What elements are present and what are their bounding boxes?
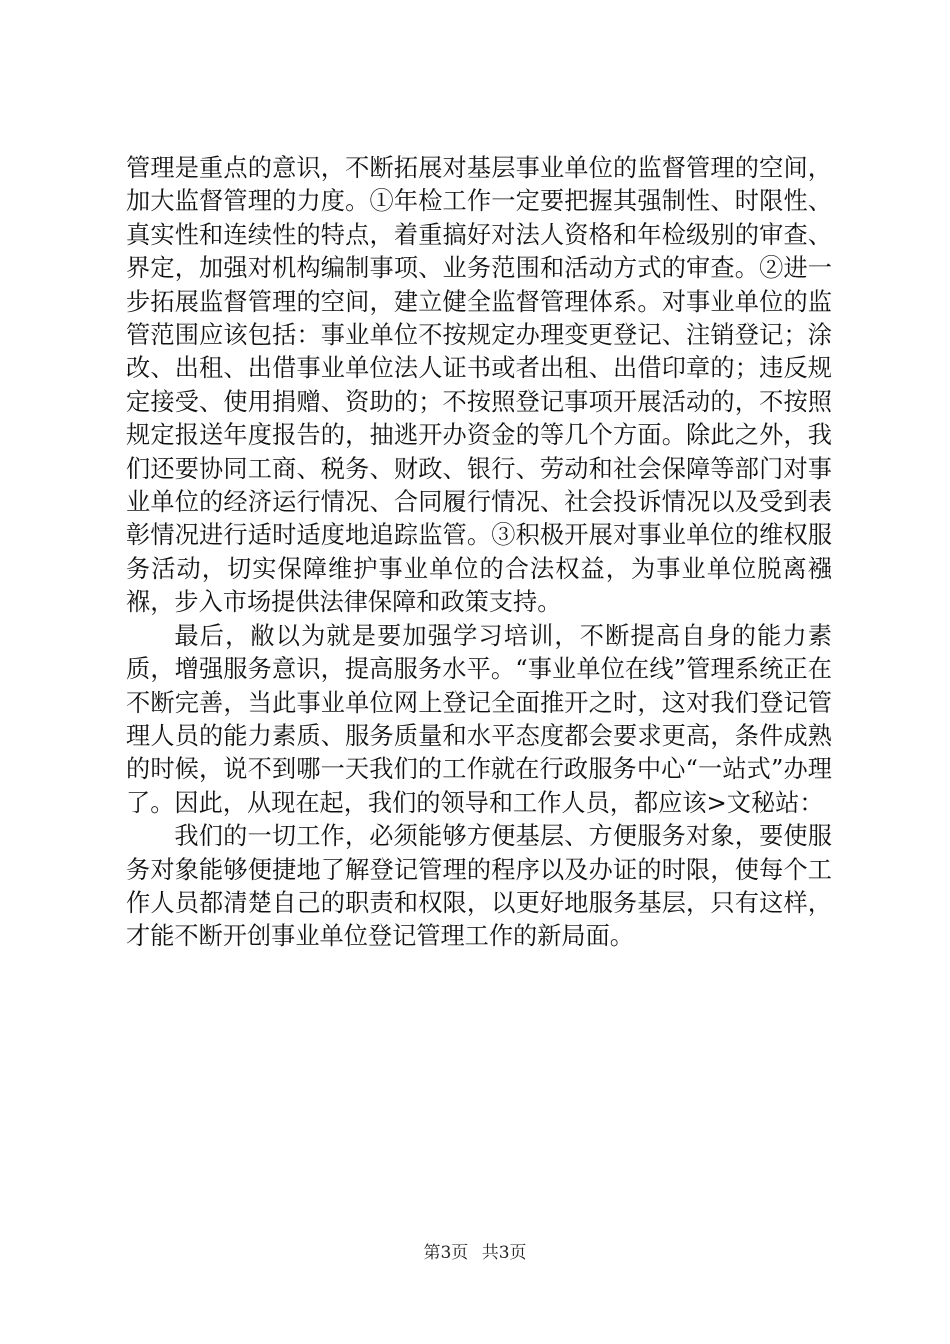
document-body: [126, 152, 832, 954]
paragraph-conclusion: 我们的一切工作，必须能够方便基层、方便服务对象，要使服务对象能够便捷地了解登记管理的程序以及办证的时限，使每个工作人员都清楚自己的职责和权限，以更好地服务基层，只有这样，才能不断开创事业单位登记管理工作的新局面。: [126, 822, 832, 951]
page-footer: [0, 1242, 950, 1264]
page-number: 第3页: [423, 1243, 469, 1263]
paragraph-oversight: 管理是重点的意识，不断拓展对基层事业单位的监督管理的空间，加大监督管理的力度。①年检工作一定要把握其强制性、时限性、真实性和连续性的特点，着重搞好对法人资格和年检级别的审查、界定，加强对机构编制事项、业务范围和活动方式的审查。②进一步拓展监督管理的空间，建立健全监督管理体系。对事业单位的监管范围应该包括：事业单位不按规定办理变更登记、注销登记；涂改、出租、出借事业单位法人证书或者出租、出借印章的；违反规定接受、使用捐赠、资助的；不按照登记事项开展活动的，不按照规定报送年度报告的，抽逃开办资金的等几个方面。除此之外，我们还要协同工商、税务、财政、银行、劳动和社会保障等部门对事业单位的经济运行情况、合同履行情况、社会投诉情况以及受到表彰情况进行适时适度地追踪监管。③积极开展对事业单位的维权服务活动，切实保障维护事业单位的合法权益，为事业单位脱离襁褓，步入市场提供法律保障和政策支持。: [126, 154, 832, 617]
page-total: 共3页: [481, 1243, 527, 1263]
paragraph-training: 最后，敝以为就是要加强学习培训，不断提高自身的能力素质，增强服务意识，提高服务水平。“事业单位在线”管理系统正在不断完善，当此事业单位网上登记全面推开之时，这对我们登记管理人员的能力素质、服务质量和水平态度都会要求更高，条件成熟的时候，说不到哪一天我们的工作就在行政服务中心“一站式”办理了。因此，从现在起，我们的领导和工作人员，都应该>文秘站：: [126, 621, 832, 817]
